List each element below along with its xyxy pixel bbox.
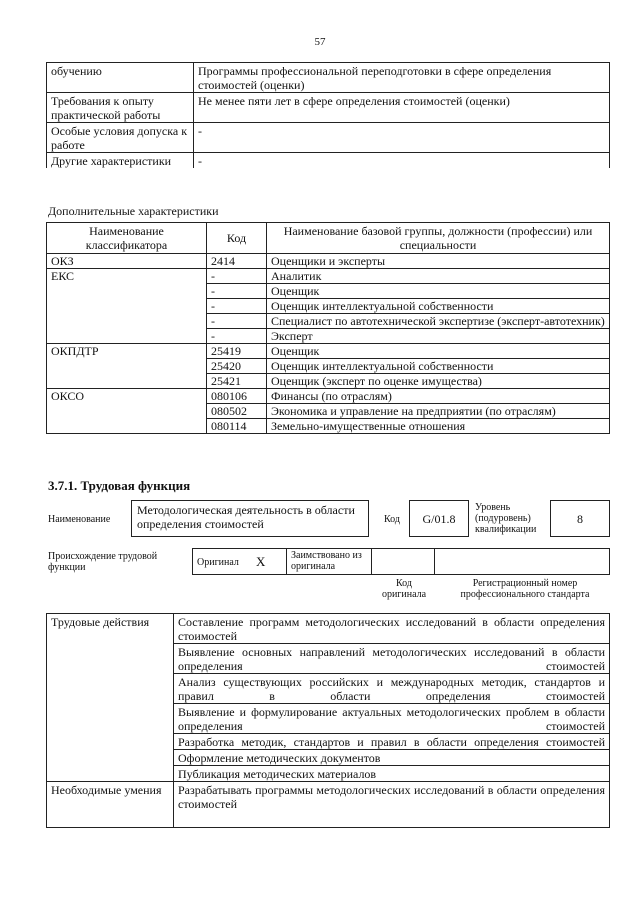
actions-table [46, 613, 610, 828]
col-name: Наименование базовой группы, должности (профессии) или специальности [267, 223, 610, 254]
requirements-table [46, 62, 610, 168]
name-cell: Оценщик интеллектуальной собственности [267, 299, 610, 314]
table-row [47, 63, 610, 93]
action-item: Анализ существующих российских и международных методик, стандартов и правил в области определения стоимостей [174, 674, 610, 704]
row-label: Другие характеристики [47, 153, 194, 169]
table-row [47, 614, 610, 644]
code-cell: 080114 [207, 419, 267, 434]
name-cell: Оценщик [267, 344, 610, 359]
code-cell: 080106 [207, 389, 267, 404]
name-cell: Экономика и управление на предприятии (по отраслям) [267, 404, 610, 419]
code-cell: 2414 [207, 254, 267, 269]
table-row [47, 344, 610, 359]
origin-box [192, 548, 610, 575]
row-value: Программы профессиональной переподготовки в сфере определения стоимостей (оценки) [194, 63, 610, 93]
table-row [47, 269, 610, 284]
name-cell: Оценщик [267, 284, 610, 299]
action-item: Составление программ методологических исследований в области определения стоимостей [174, 614, 610, 644]
table-header [47, 223, 610, 254]
row-value: Не менее пяти лет в сфере определения стоимостей (оценки) [194, 93, 610, 123]
classifier-cell: ЕКС [47, 269, 207, 344]
name-cell: Аналитик [267, 269, 610, 284]
origin-divider-1 [286, 548, 287, 575]
code-cell: - [207, 269, 267, 284]
name-cell: Оценщик интеллектуальной собственности [267, 359, 610, 374]
name-label: Наименование [48, 514, 111, 525]
additional-heading: Дополнительные характеристики [48, 204, 219, 218]
code-cell: 25419 [207, 344, 267, 359]
code-cell: - [207, 299, 267, 314]
level-value: 8 [577, 512, 583, 526]
action-item: Публикация методических материалов [174, 766, 610, 782]
row-label: Требования к опыту практической работы [47, 93, 194, 123]
name-cell: Специалист по автотехнической экспертизе (эксперт-автотехник) [267, 314, 610, 329]
table-row [47, 93, 610, 123]
code-origin-label: Код оригинала [381, 578, 427, 600]
borrowed-label: Заимствовано из оригинала [291, 550, 362, 572]
reg-number-label: Регистрационный номер профессионального стандарта [460, 578, 590, 600]
code-cell: - [207, 329, 267, 344]
row-value: - [194, 123, 610, 153]
name-cell: Земельно-имущественные отношения [267, 419, 610, 434]
code-cell: 080502 [207, 404, 267, 419]
classifier-cell: ОКЗ [47, 254, 207, 269]
origin-divider-3 [434, 548, 435, 575]
code-cell: 25421 [207, 374, 267, 389]
skill-item: Разрабатывать программы методологических исследований в области определения стоимостей [174, 782, 610, 828]
table-row [47, 254, 610, 269]
name-cell: Оценщик (эксперт по оценке имущества) [267, 374, 610, 389]
function-code-value: G/01.8 [422, 512, 456, 526]
action-item: Разработка методик, стандартов и правил в области определения стоимостей [174, 734, 610, 750]
function-heading: 3.7.1. Трудовая функция [48, 478, 191, 493]
classifier-table [46, 222, 610, 434]
table-row [47, 389, 610, 404]
action-item: Выявление основных направлений методологических исследований в области определения стоимостей [174, 644, 610, 674]
page-number: 57 [314, 36, 326, 48]
row-value: - [194, 153, 610, 169]
code-cell: - [207, 314, 267, 329]
code-label: Код [384, 514, 400, 525]
col-classifier: Наименование классификатора [47, 223, 207, 254]
col-code: Код [207, 223, 267, 254]
origin-label: Происхождение трудовой функции [48, 551, 158, 573]
row-label: Особые условия допуска к работе [47, 123, 194, 153]
row-label: обучению [47, 63, 194, 93]
level-label: Уровень (подуровень) квалификации [475, 502, 537, 535]
classifier-cell: ОКСО [47, 389, 207, 434]
function-name-value: Методологическая деятельность в области определения стоимостей [137, 503, 355, 531]
origin-divider-2 [371, 548, 372, 575]
code-cell: - [207, 284, 267, 299]
action-item: Выявление и формулирование актуальных методологических проблем в области определения стоимостей [174, 704, 610, 734]
original-label: Оригинал [197, 557, 239, 568]
skills-label: Необходимые умения [47, 782, 174, 828]
actions-label: Трудовые действия [47, 614, 174, 782]
name-cell: Оценщики и эксперты [267, 254, 610, 269]
table-row [47, 782, 610, 828]
name-cell: Финансы (по отраслям) [267, 389, 610, 404]
action-item: Оформление методических документов [174, 750, 610, 766]
code-cell: 25420 [207, 359, 267, 374]
original-mark: X [256, 554, 266, 569]
level-box [550, 500, 610, 537]
table-row [47, 123, 610, 153]
classifier-cell: ОКПДТР [47, 344, 207, 389]
table-row [47, 153, 610, 169]
function-name-box [131, 500, 369, 537]
name-cell: Эксперт [267, 329, 610, 344]
function-code-box [409, 500, 469, 537]
